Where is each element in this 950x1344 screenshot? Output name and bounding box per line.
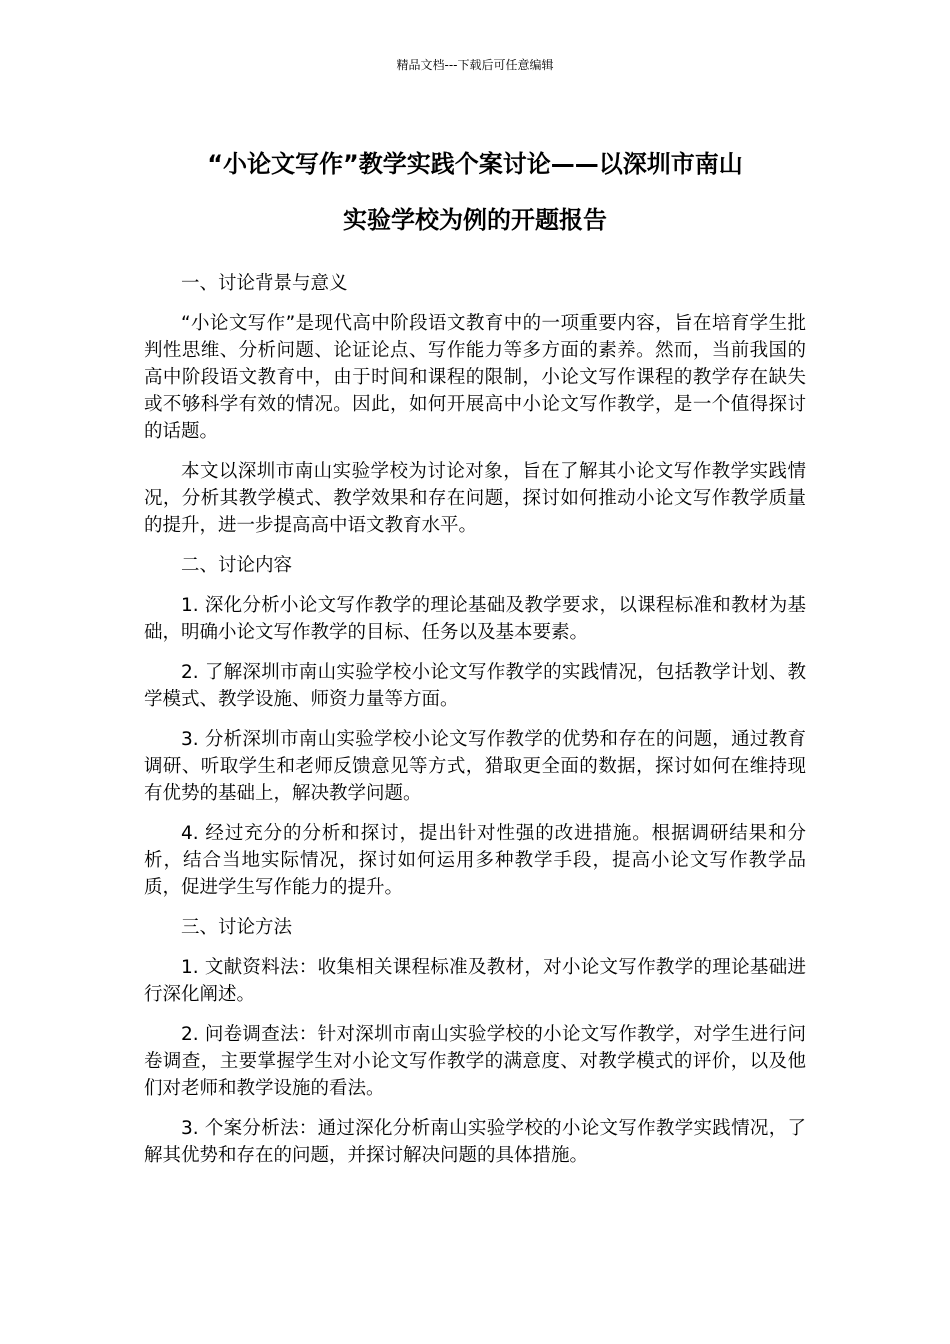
section-heading-content: 二、讨论内容 xyxy=(181,555,293,576)
content-item-1: 1. 深化分析小论文写作教学的理论基础及教学要求，以课程标准和教材为基础，明确小论文写作教学的目标、任务以及基本要素。 xyxy=(144,595,806,643)
content-item-3: 3. 分析深圳市南山实验学校小论文写作教学的优势和存在的问题，通过教育调研、听取学生和老师反馈意见等方式，猎取更全面的数据，探讨如何在维持现有优势的基础上，解决教学问题。 xyxy=(144,729,806,804)
title-line-2: 实验学校为例的开题报告 xyxy=(343,206,607,234)
paragraph-background-1: “小论文写作”是现代高中阶段语文教育中的一项重要内容，旨在培育学生批判性思维、分析问题、论证论点、写作能力等多方面的素养。然而，当前我国的高中阶段语文教育中，由于时间和课程的限制，小论文写作课程的教学存在缺失或不够科学有效的情况。因此，如何开展高中小论文写作教学，是一个值得探讨的话题。 xyxy=(144,313,806,442)
document-body xyxy=(144,270,806,1182)
method-item-3: 3. 个案分析法：通过深化分析南山实验学校的小论文写作教学实践情况，了解其优势和存在的问题，并探讨解决问题的具体措施。 xyxy=(144,1118,806,1166)
paragraph-background-2: 本文以深圳市南山实验学校为讨论对象，旨在了解其小论文写作教学实践情况，分析其教学模式、教学效果和存在问题，探讨如何推动小论文写作教学质量的提升，进一步提高高中语文教育水平。 xyxy=(144,461,806,536)
method-item-1: 1. 文献资料法：收集相关课程标准及教材，对小论文写作教学的理论基础进行深化阐述。 xyxy=(144,957,806,1005)
document-title xyxy=(140,136,810,248)
content-item-4: 4. 经过充分的分析和探讨，提出针对性强的改进措施。根据调研结果和分析，结合当地实际情况，探讨如何运用多种教学手段，提高小论文写作教学品质，促进学生写作能力的提升。 xyxy=(144,823,806,898)
method-item-2: 2. 问卷调查法：针对深圳市南山实验学校的小论文写作教学，对学生进行问卷调查，主要掌握学生对小论文写作教学的满意度、对教学模式的评价，以及他们对老师和教学设施的看法。 xyxy=(144,1024,806,1099)
page-header: 精品文档---下载后可任意编辑 xyxy=(396,58,554,72)
content-item-2: 2. 了解深圳市南山实验学校小论文写作教学的实践情况，包括教学计划、教学模式、教学设施、师资力量等方面。 xyxy=(144,662,806,710)
section-heading-background: 一、讨论背景与意义 xyxy=(181,273,348,294)
section-heading-methods: 三、讨论方法 xyxy=(181,917,293,938)
title-line-1: “小论文写作”教学实践个案讨论——以深圳市南山 xyxy=(207,150,743,178)
